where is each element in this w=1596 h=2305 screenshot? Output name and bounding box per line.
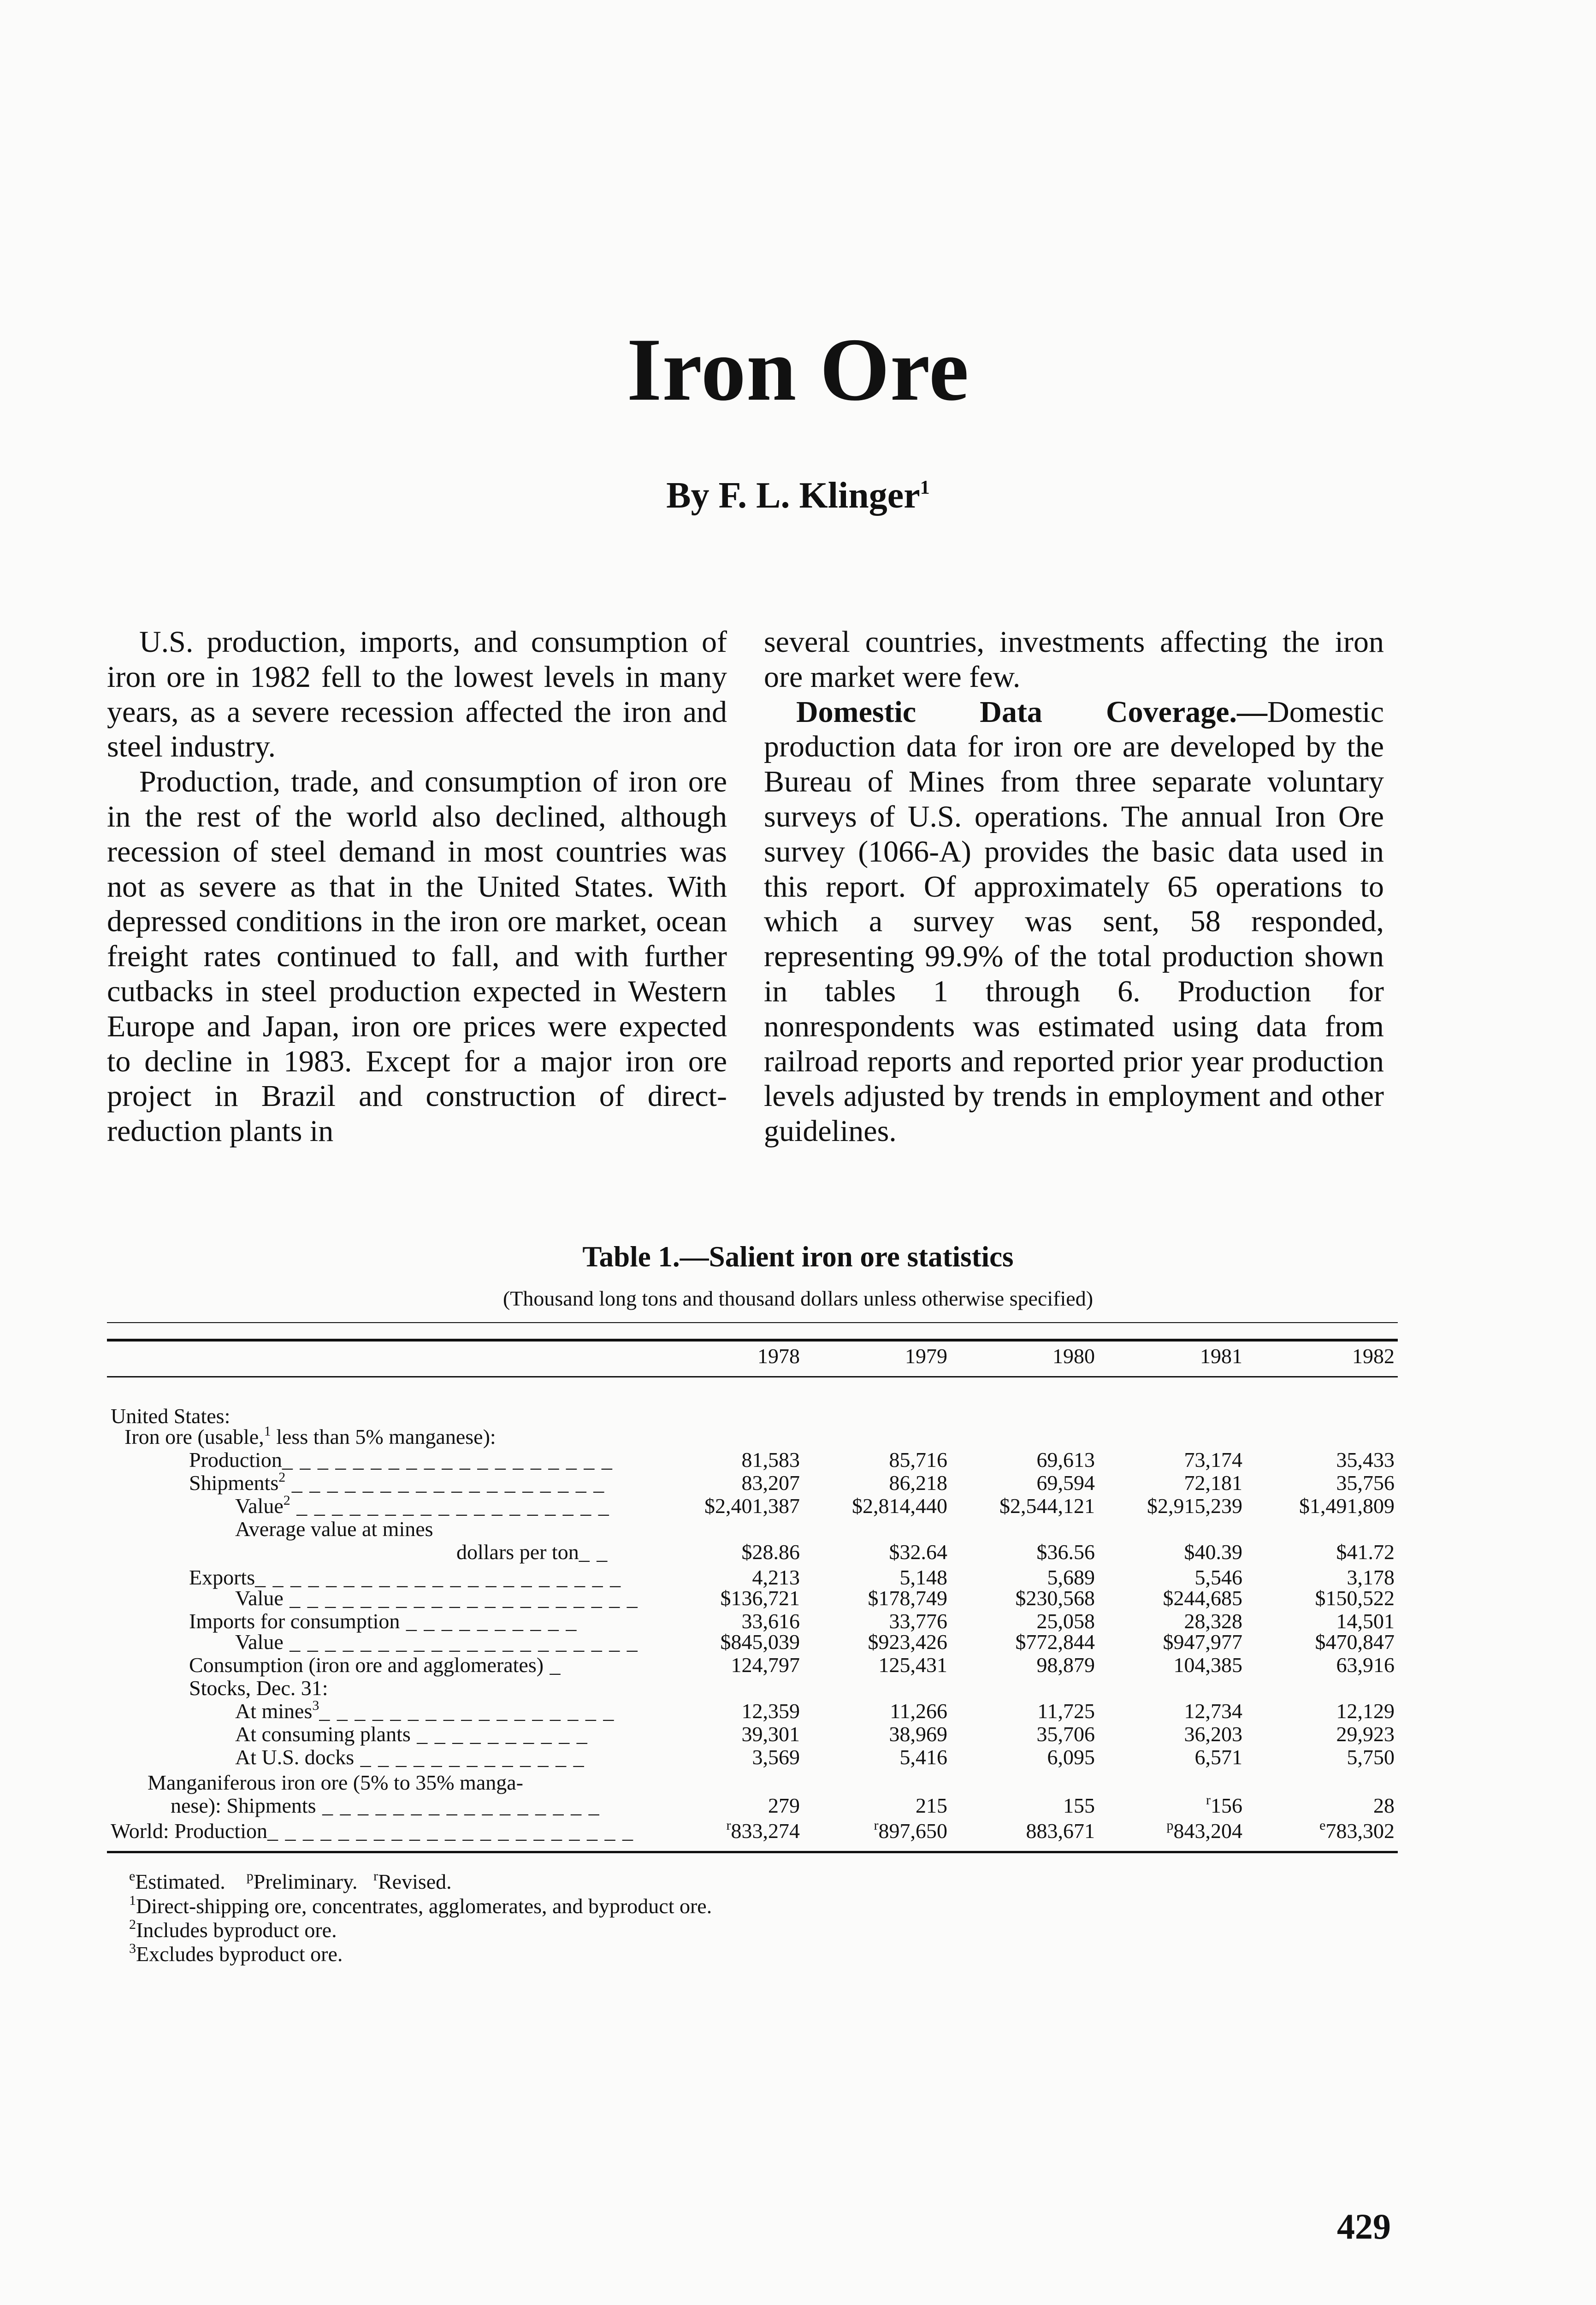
table-cell-production-1982 — [1247, 1448, 1395, 1472]
text-column-right — [764, 625, 1384, 1149]
cell-value: 883,671 — [1026, 1819, 1095, 1843]
footnote-1 — [129, 1894, 712, 1918]
table-cell-world-1980 — [947, 1819, 1095, 1843]
footnote-text: Excludes byproduct ore. — [136, 1942, 343, 1966]
table-cell-value-1978 — [652, 1494, 800, 1518]
table-cell-value-1979 — [800, 1494, 947, 1518]
cell-value: 83,207 — [741, 1471, 800, 1495]
row-label-manganiferous-shipments — [171, 1793, 600, 1818]
table-cell-at-docks-1979 — [800, 1745, 947, 1769]
revision-mark: p — [1166, 1818, 1174, 1833]
cell-value: 897,650 — [878, 1819, 947, 1843]
footnote-text: Revised. — [378, 1870, 452, 1893]
paragraph-data-coverage — [764, 695, 1384, 1149]
table-cell-avg-1979 — [800, 1540, 947, 1564]
row-label-imports-value — [235, 1630, 638, 1654]
row-label-text: Shipments — [189, 1471, 279, 1495]
byline — [0, 475, 1596, 517]
dot-leader: _ _ _ _ _ _ _ _ _ _ _ _ _ _ _ _ _ _ _ _ — [283, 1630, 638, 1654]
row-label-text: Value — [235, 1630, 284, 1654]
table-cell-at-plants-1979 — [800, 1722, 947, 1746]
table-cell-world-1978 — [652, 1819, 800, 1843]
row-label-text: Value — [235, 1586, 284, 1610]
footnote-mark: p — [246, 1868, 254, 1884]
cell-value: 33,616 — [741, 1609, 800, 1633]
dot-leader: _ _ — [579, 1540, 609, 1564]
paragraph-continued: several countries, investments affecting the iron ore market were few. — [764, 625, 1384, 694]
cell-value: 843,204 — [1173, 1819, 1242, 1843]
row-label-at-us-docks — [235, 1745, 585, 1769]
footnote-mark: 3 — [129, 1941, 136, 1956]
dot-leader: _ _ _ _ _ _ _ _ _ _ — [400, 1609, 578, 1633]
table-rule-header — [107, 1376, 1398, 1377]
table-cell-consumption-1979 — [800, 1653, 947, 1677]
cell-value: 5,750 — [1347, 1745, 1395, 1769]
row-label-value — [235, 1494, 610, 1518]
table-cell-production-1978 — [652, 1448, 800, 1472]
row-label-text: Iron ore (usable, — [124, 1425, 264, 1448]
table-cell-exports-value-1981 — [1095, 1586, 1242, 1610]
row-label-iron-ore — [124, 1424, 496, 1449]
footnote-mark: 2 — [129, 1917, 136, 1932]
cell-value: 4,213 — [752, 1566, 800, 1589]
table-cell-imports-value-1980 — [947, 1630, 1095, 1654]
section-heading: Domestic Data Coverage.— — [796, 695, 1268, 729]
footnote-text: Estimated. — [135, 1870, 225, 1893]
table-cell-at-docks-1980 — [947, 1745, 1095, 1769]
cell-value: $947,977 — [1163, 1630, 1242, 1654]
row-label-stocks: Stocks, Dec. 31: — [189, 1676, 328, 1700]
cell-value: 783,302 — [1325, 1819, 1395, 1843]
cell-value: $772,844 — [1015, 1630, 1095, 1654]
table-rule-top-thin — [107, 1322, 1398, 1323]
cell-value: 14,501 — [1336, 1609, 1395, 1633]
table-cell-mang-1982 — [1247, 1793, 1395, 1818]
footnote-legend — [129, 1869, 452, 1894]
table-cell-imports-value-1981 — [1095, 1630, 1242, 1654]
cell-value: 69,594 — [1036, 1471, 1095, 1495]
table-cell-at-mines-1981 — [1095, 1699, 1242, 1723]
table-cell-exports-value-1979 — [800, 1586, 947, 1610]
footnote-text: Preliminary. — [253, 1870, 358, 1893]
cell-value: 6,571 — [1194, 1745, 1242, 1769]
table-cell-at-mines-1979 — [800, 1699, 947, 1723]
cell-value: 86,218 — [889, 1471, 947, 1495]
cell-value: 3,178 — [1347, 1566, 1395, 1589]
cell-value: 833,274 — [731, 1819, 800, 1843]
cell-value: $845,039 — [720, 1630, 800, 1654]
cell-value: 12,734 — [1184, 1699, 1242, 1723]
table-cell-exports-value-1982 — [1247, 1586, 1395, 1610]
cell-value: 155 — [1063, 1794, 1095, 1817]
cell-value: 5,148 — [899, 1566, 947, 1589]
byline-footnote-mark: 1 — [920, 477, 930, 498]
footnote-mark: e — [129, 1868, 136, 1884]
footnote-text: Includes byproduct ore. — [136, 1918, 337, 1942]
table-cell-world-1979 — [800, 1819, 947, 1843]
footnote-mark: 1 — [264, 1424, 271, 1439]
row-label-average-value: Average value at mines — [235, 1517, 433, 1541]
column-header-1981: 1981 — [1200, 1344, 1242, 1368]
table-cell-at-docks-1978 — [652, 1745, 800, 1769]
cell-value: $1,491,809 — [1299, 1494, 1395, 1518]
table-cell-imports-value-1979 — [800, 1630, 947, 1654]
cell-value: $2,401,387 — [704, 1494, 800, 1518]
author: By F. L. Klinger — [666, 475, 920, 516]
cell-value: $2,544,121 — [999, 1494, 1095, 1518]
cell-value: 5,689 — [1047, 1566, 1095, 1589]
row-label-text: At mines — [235, 1699, 313, 1723]
cell-value: 69,613 — [1036, 1448, 1095, 1472]
column-header-1982: 1982 — [1352, 1344, 1395, 1368]
row-label-manganiferous: Manganiferous iron ore (5% to 35% manga- — [148, 1771, 523, 1794]
row-label-text: Exports — [189, 1566, 255, 1589]
dot-leader: _ _ _ _ _ _ _ _ _ _ _ _ _ _ _ _ _ _ — [285, 1471, 605, 1495]
cell-value: $923,426 — [868, 1630, 947, 1654]
row-label-text: At U.S. docks — [235, 1745, 355, 1769]
cell-value: 25,058 — [1036, 1609, 1095, 1633]
table-cell-at-plants-1981 — [1095, 1722, 1242, 1746]
cell-value: 28,328 — [1184, 1609, 1242, 1633]
table-cell-at-docks-1981 — [1095, 1745, 1242, 1769]
table-cell-world-1982 — [1247, 1819, 1395, 1843]
dot-leader: _ _ _ _ _ _ _ _ _ _ _ _ _ _ _ _ _ _ _ _ — [283, 1586, 638, 1610]
footnote-2 — [129, 1918, 337, 1942]
revision-mark: r — [726, 1818, 731, 1833]
table-cell-at-plants-1978 — [652, 1722, 800, 1746]
cell-value: 29,923 — [1336, 1722, 1395, 1746]
cell-value: $36.56 — [1036, 1540, 1095, 1564]
paragraph-intro: U.S. production, imports, and consumption of iron ore in 1982 fell to the lowest levels in many years, as a severe recession affected the iron and steel industry. — [107, 625, 727, 764]
cell-value: 5,546 — [1194, 1566, 1242, 1589]
row-label-at-consuming-plants — [235, 1722, 588, 1746]
row-label-united-states: United States: — [111, 1404, 231, 1428]
dot-leader: _ _ _ _ _ _ _ _ _ _ _ _ _ — [354, 1745, 585, 1769]
cell-value: $41.72 — [1336, 1540, 1395, 1564]
cell-value: $2,814,440 — [852, 1494, 947, 1518]
cell-value: 279 — [768, 1794, 800, 1817]
revision-mark: r — [874, 1818, 879, 1833]
cell-value: 85,716 — [889, 1448, 947, 1472]
cell-value: 98,879 — [1036, 1653, 1095, 1677]
row-label-text: dollars per ton — [456, 1540, 579, 1564]
cell-value: $32.64 — [889, 1540, 947, 1564]
cell-value: $150,522 — [1315, 1586, 1395, 1610]
table-cell-consumption-1981 — [1095, 1653, 1242, 1677]
row-label-text: Consumption (iron ore and agglomerates) — [189, 1653, 544, 1677]
row-label-text: nese): Shipments — [171, 1794, 316, 1817]
revision-mark: r — [1206, 1792, 1211, 1808]
cell-value: 28 — [1373, 1794, 1395, 1817]
column-header-1978: 1978 — [757, 1344, 800, 1368]
row-label-world-production — [111, 1819, 634, 1843]
cell-value: 39,301 — [741, 1722, 800, 1746]
table-cell-avg-1980 — [947, 1540, 1095, 1564]
cell-value: $178,749 — [868, 1586, 947, 1610]
table-cell-production-1981 — [1095, 1448, 1242, 1472]
row-label-text: Imports for consumption — [189, 1609, 400, 1633]
row-label-text: World: Production — [111, 1819, 267, 1843]
table-cell-mang-1981 — [1095, 1793, 1242, 1818]
cell-value: 35,433 — [1336, 1448, 1395, 1472]
row-label-at-mines — [235, 1699, 615, 1723]
cell-value: 215 — [916, 1794, 947, 1817]
cell-value: 12,359 — [741, 1699, 800, 1723]
cell-value: 11,725 — [1037, 1699, 1095, 1723]
cell-value: 35,706 — [1036, 1722, 1095, 1746]
footnote-mark: 3 — [312, 1698, 319, 1713]
cell-value: 35,756 — [1336, 1471, 1395, 1495]
table-cell-avg-1978 — [652, 1540, 800, 1564]
cell-value: 12,129 — [1336, 1699, 1395, 1723]
footnote-mark: 2 — [278, 1470, 286, 1485]
paragraph-world: Production, trade, and consumption of iron ore in the rest of the world also declined, although recession of steel demand in most countries was not as severe as that in the United States. With depressed conditions in the iron ore market, ocean freight rates continued to fall, and with further cutbacks in steel production expected in Western Europe and Japan, iron ore prices were expected to decline in 1983. Except for a major iron ore project in Brazil and construction of direct-reduction plants in — [107, 765, 727, 1148]
cell-value: 6,095 — [1047, 1745, 1095, 1769]
table-cell-production-1979 — [800, 1448, 947, 1472]
row-label-text: less than 5% manganese): — [271, 1425, 496, 1448]
table-cell-imports-value-1982 — [1247, 1630, 1395, 1654]
cell-value: 104,385 — [1173, 1653, 1242, 1677]
cell-value: $230,568 — [1015, 1586, 1095, 1610]
cell-value: 3,569 — [752, 1745, 800, 1769]
table-cell-avg-1981 — [1095, 1540, 1242, 1564]
footnote-text: Direct-shipping ore, concentrates, agglomerates, and byproduct ore. — [136, 1894, 712, 1918]
table-cell-value-1982 — [1247, 1494, 1395, 1518]
table-cell-at-plants-1982 — [1247, 1722, 1395, 1746]
cell-value: $136,721 — [720, 1586, 800, 1610]
cell-value: 125,431 — [878, 1653, 947, 1677]
table-cell-shipments-1979 — [800, 1471, 947, 1495]
cell-value: 33,776 — [889, 1609, 947, 1633]
row-label-exports-value — [235, 1586, 638, 1610]
row-label-dollars-per-ton — [456, 1540, 608, 1564]
table-cell-shipments-1981 — [1095, 1471, 1242, 1495]
table-cell-exports-value-1978 — [652, 1586, 800, 1610]
cell-value: $28.86 — [741, 1540, 800, 1564]
column-header-1979: 1979 — [905, 1344, 947, 1368]
dot-leader: _ _ _ _ _ _ _ _ _ _ _ _ _ _ _ _ _ — [319, 1699, 615, 1723]
row-label-shipments — [189, 1471, 605, 1495]
cell-value: 38,969 — [889, 1722, 947, 1746]
paragraph-body: Domestic production data for iron ore are developed by the Bureau of Mines from three separate voluntary surveys of U.S. operations. The annual Iron Ore survey (1066-A) provides the basic data used in this report. Of approximately 65 operations to which a survey was sent, 58 responded, representing 99.9% of the total production shown in tables 1 through 6. Production for nonrespondents was estimated using data from railroad reports and reported prior year production levels adjusted by trends in employment and other guidelines. — [764, 695, 1384, 1148]
cell-value: 124,797 — [731, 1653, 800, 1677]
dot-leader: _ _ _ _ _ _ _ _ _ _ _ _ _ _ _ _ _ _ _ — [282, 1448, 613, 1472]
cell-value: 11,266 — [890, 1699, 947, 1723]
table-cell-shipments-1982 — [1247, 1471, 1395, 1495]
dot-leader: _ _ _ _ _ _ _ _ _ _ — [410, 1722, 588, 1746]
row-label-text: Value — [235, 1494, 284, 1518]
table-cell-value-1981 — [1095, 1494, 1242, 1518]
cell-value: $40.39 — [1184, 1540, 1242, 1564]
table-cell-consumption-1982 — [1247, 1653, 1395, 1677]
text-column-left — [107, 625, 727, 1149]
dot-leader: _ _ _ _ _ _ _ _ _ _ _ _ _ _ _ _ _ _ — [290, 1494, 610, 1518]
dot-leader: _ — [544, 1653, 562, 1677]
table-cell-consumption-1978 — [652, 1653, 800, 1677]
page-title: Iron Ore — [627, 320, 969, 420]
table-cell-at-mines-1982 — [1247, 1699, 1395, 1723]
row-label-consumption — [189, 1653, 562, 1677]
page-number: 429 — [1337, 2206, 1391, 2246]
table-cell-mang-1978 — [652, 1793, 800, 1818]
table-cell-mang-1979 — [800, 1793, 947, 1818]
column-header-1980: 1980 — [1052, 1344, 1095, 1368]
table-cell-world-1981 — [1095, 1819, 1242, 1843]
table-cell-avg-1982 — [1247, 1540, 1395, 1564]
table-cell-mang-1980 — [947, 1793, 1095, 1818]
footnote-mark: 1 — [129, 1893, 136, 1908]
cell-value: $2,915,239 — [1147, 1494, 1242, 1518]
footnote-mark: 2 — [283, 1493, 290, 1508]
table-cell-at-plants-1980 — [947, 1722, 1095, 1746]
cell-value: 81,583 — [741, 1448, 800, 1472]
dot-leader: _ _ _ _ _ _ _ _ _ _ _ _ _ _ _ _ _ _ _ _ _ — [267, 1819, 634, 1843]
cell-value: 36,203 — [1184, 1722, 1242, 1746]
table-caption: Table 1.—Salient iron ore statistics — [582, 1241, 1014, 1273]
table-rule-top — [107, 1339, 1398, 1342]
table-cell-production-1980 — [947, 1448, 1095, 1472]
footnote-3 — [129, 1942, 343, 1966]
cell-value: 63,916 — [1336, 1653, 1395, 1677]
row-label-text: Production — [189, 1448, 282, 1472]
cell-value: 156 — [1211, 1794, 1242, 1817]
cell-value: 5,416 — [899, 1745, 947, 1769]
table-subtitle: (Thousand long tons and thousand dollars unless otherwise specified) — [502, 1287, 1094, 1310]
revision-mark: e — [1319, 1818, 1326, 1833]
cell-value: $470,847 — [1315, 1630, 1395, 1654]
table-cell-at-docks-1982 — [1247, 1745, 1395, 1769]
cell-value: 72,181 — [1184, 1471, 1242, 1495]
table-cell-shipments-1980 — [947, 1471, 1095, 1495]
table-cell-at-mines-1978 — [652, 1699, 800, 1723]
table-rule-bottom — [107, 1851, 1398, 1853]
table-cell-imports-value-1978 — [652, 1630, 800, 1654]
table-cell-shipments-1978 — [652, 1471, 800, 1495]
table-cell-exports-value-1980 — [947, 1586, 1095, 1610]
dot-leader: _ _ _ _ _ _ _ _ _ _ _ _ _ _ _ _ — [316, 1794, 600, 1817]
dot-leader: _ _ _ _ _ _ _ _ _ _ _ _ _ _ _ _ _ _ _ _ _ — [255, 1566, 622, 1589]
row-label-text: At consuming plants — [235, 1722, 411, 1746]
cell-value: 73,174 — [1184, 1448, 1242, 1472]
cell-value: $244,685 — [1163, 1586, 1242, 1610]
table-cell-value-1980 — [947, 1494, 1095, 1518]
footnote-mark: r — [373, 1868, 378, 1884]
row-label-production — [189, 1448, 613, 1472]
table-cell-consumption-1980 — [947, 1653, 1095, 1677]
table-cell-at-mines-1980 — [947, 1699, 1095, 1723]
